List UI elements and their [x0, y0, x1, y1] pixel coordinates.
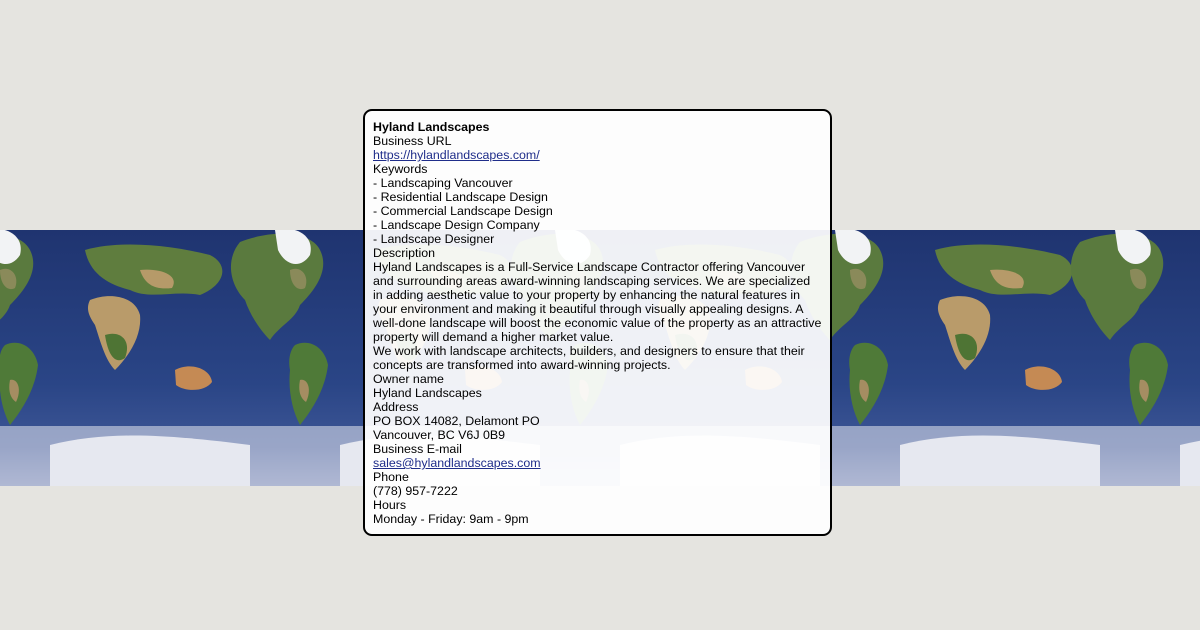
business-info-card — [363, 109, 832, 536]
hours-label: Hours — [373, 498, 407, 512]
business-name: Hyland Landscapes — [373, 120, 490, 134]
keyword-item: - Commercial Landscape Design — [373, 204, 553, 218]
keyword-item: - Landscape Design Company — [373, 218, 540, 232]
phone-number: (778) 957-7222 — [373, 484, 458, 498]
business-url-link[interactable]: https://hylandlandscapes.com/ — [373, 148, 540, 162]
description-label: Description — [373, 246, 435, 260]
keyword-item: - Landscape Designer — [373, 232, 495, 246]
email-link[interactable]: sales@hylandlandscapes.com — [373, 456, 541, 470]
hours-value: Monday - Friday: 9am - 9pm — [373, 512, 529, 526]
owner-name: Hyland Landscapes — [373, 386, 482, 400]
business-url-label: Business URL — [373, 134, 452, 148]
email-label: Business E-mail — [373, 442, 462, 456]
owner-label: Owner name — [373, 372, 444, 386]
keyword-item: - Residential Landscape Design — [373, 190, 548, 204]
phone-label: Phone — [373, 470, 409, 484]
keyword-item: - Landscaping Vancouver — [373, 176, 513, 190]
address-line: Vancouver, BC V6J 0B9 — [373, 428, 506, 442]
address-line: PO BOX 14082, Delamont PO — [373, 414, 540, 428]
address-label: Address — [373, 400, 419, 414]
description-paragraph: We work with landscape architects, builders, and designers to ensure that their concepts are transformed into award-winning projects. — [373, 344, 805, 372]
description-paragraph: Hyland Landscapes is a Full-Service Landscape Contractor offering Vancouver and surrounding areas award-winning landscaping services. We are specialized in adding aesthetic value to your property by enhancing the natural features in your environment and making it beautiful through visually appealing designs. A well-done landscape will boost the economic value of the property as an attractive property will demand a higher market value. — [373, 260, 822, 344]
keywords-label: Keywords — [373, 162, 428, 176]
